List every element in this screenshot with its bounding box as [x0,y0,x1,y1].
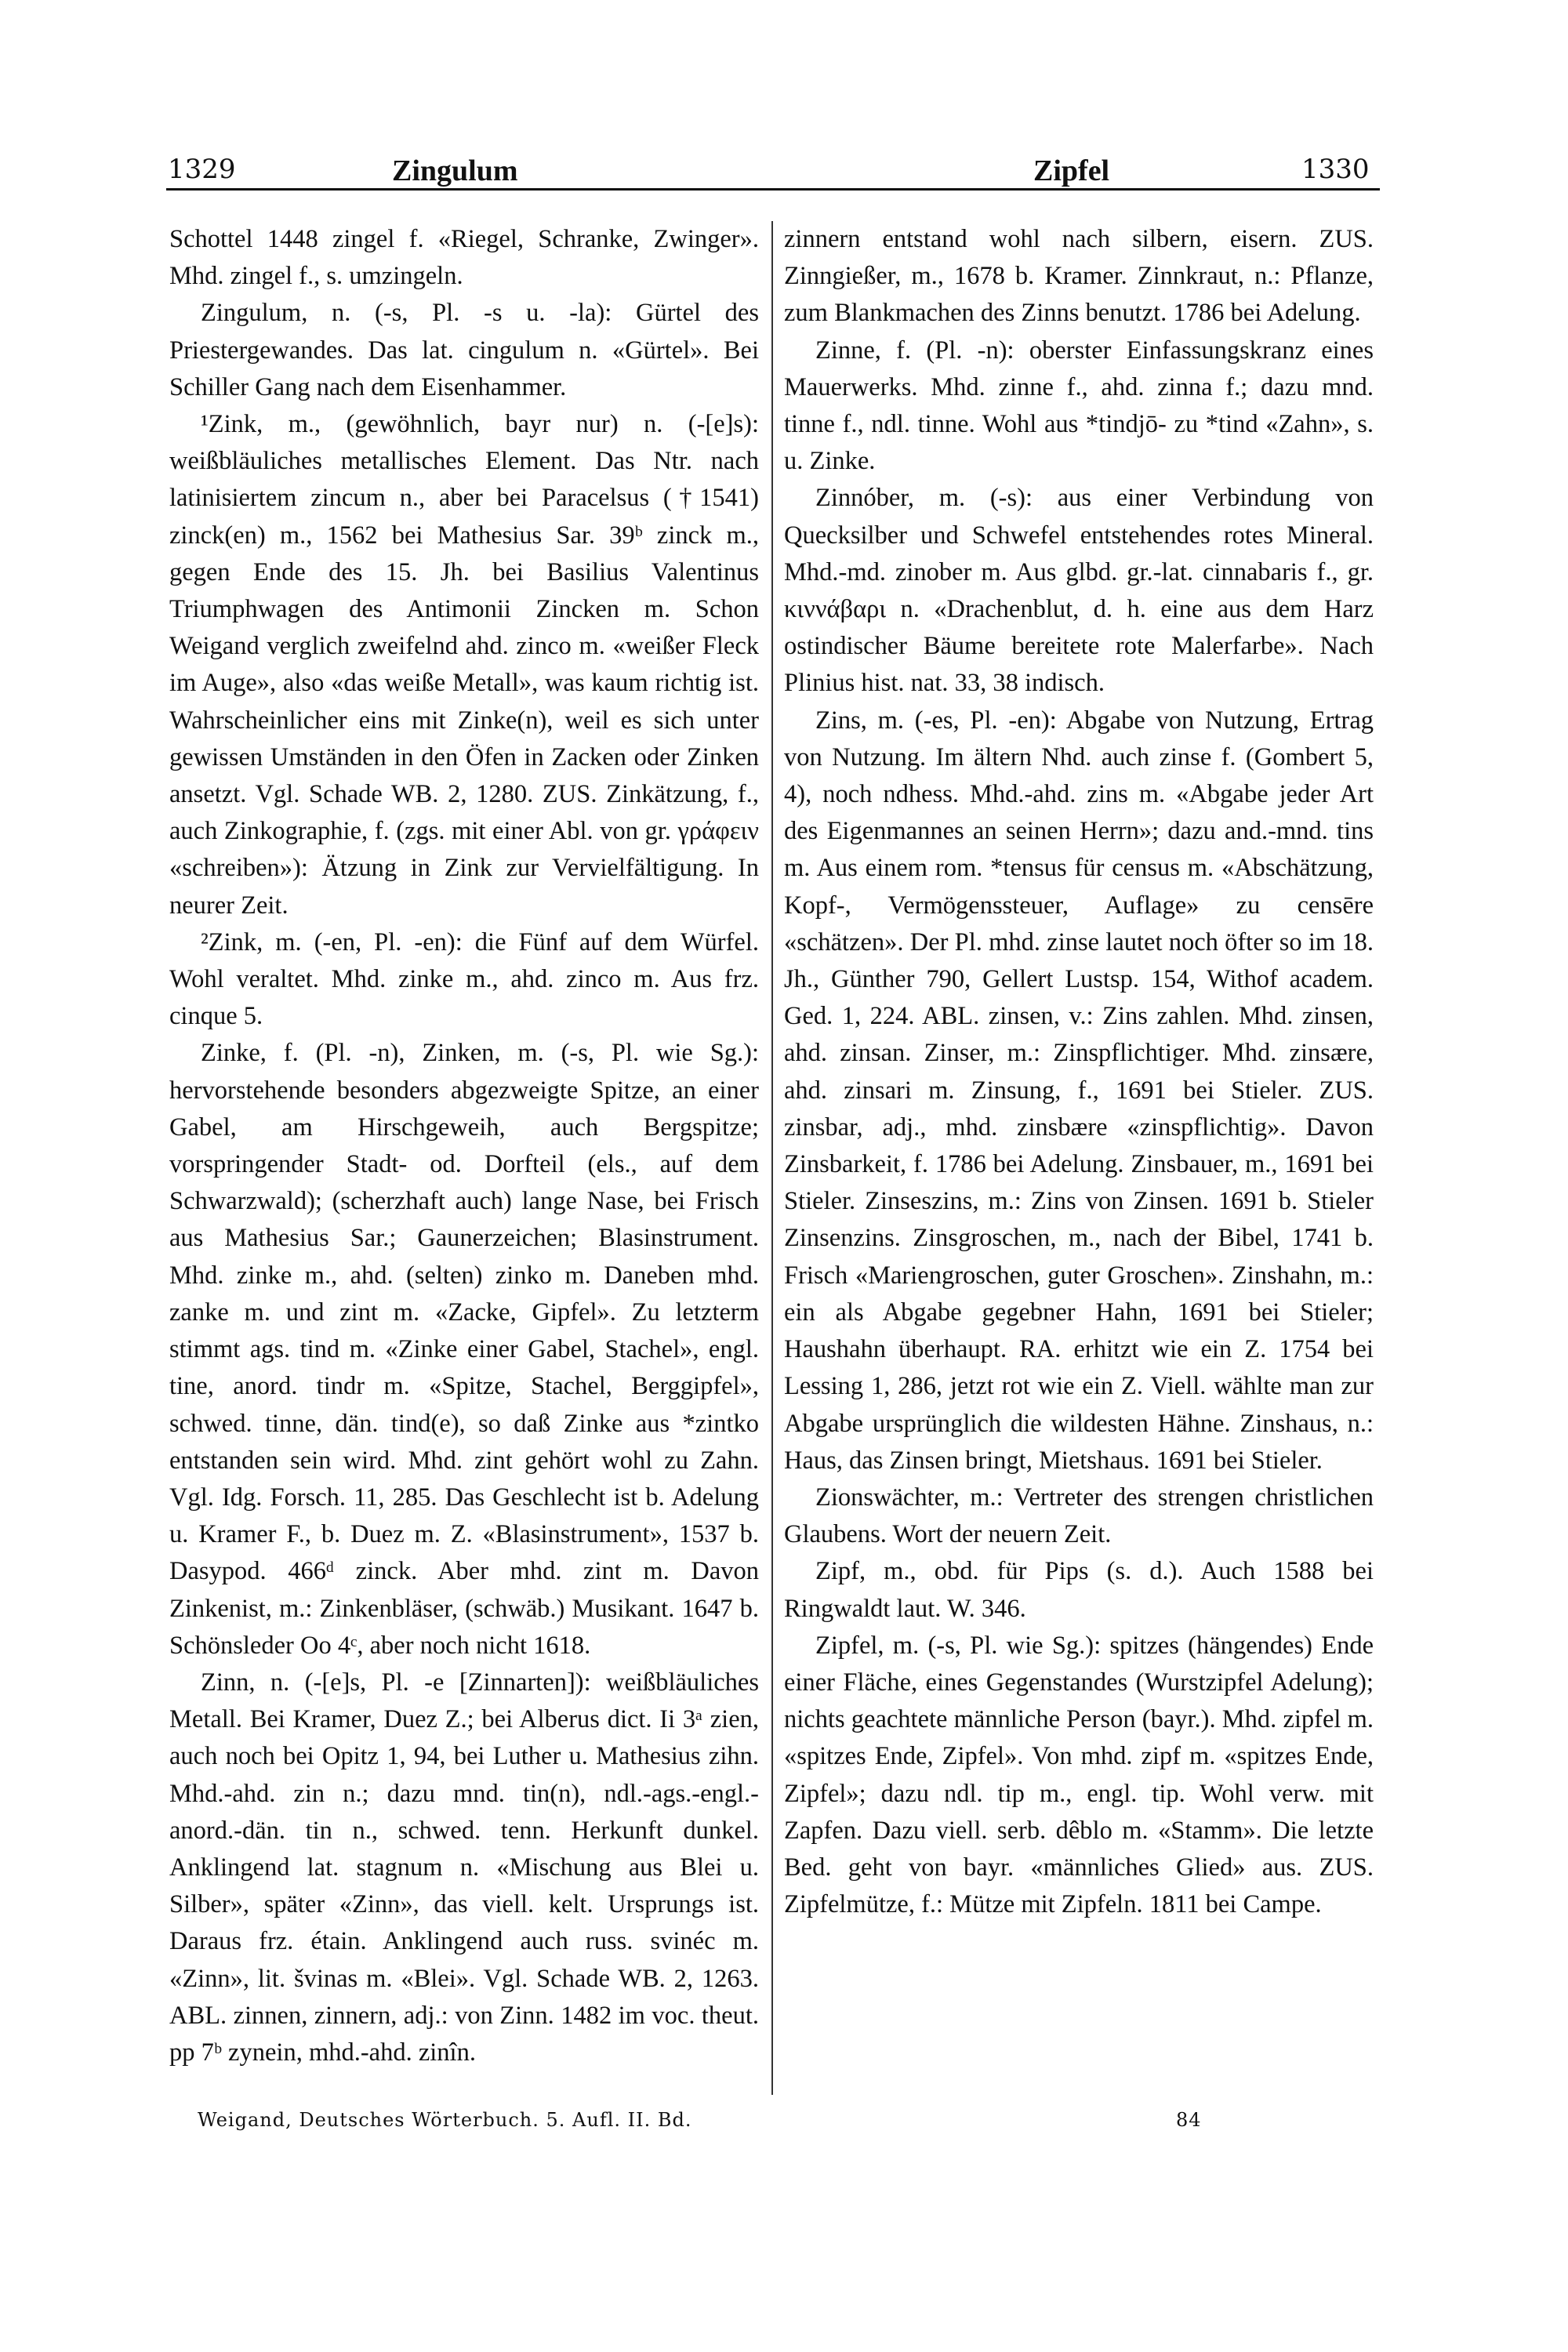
running-head-right: Zipfel [1033,154,1110,187]
page-number-right: 1330 [1301,154,1370,185]
entry-paragraph: Zinke, f. (Pl. -n), Zinken, m. (-s, Pl. wie Sg.): hervorstehende besonders abgezweigte Spitze, an einer Gabel, am Hirschgeweih, auch Bergspitze; vorspringender Stadt- od. Dorfteil (els., auf dem Schwarzwald); (scherzhaft auch) lange Nase, bei Frisch aus Mathesius Sar.; Gaunerzeichen; Blasinstrument. Mhd. zinke m., ahd. (selten) zinko m. Daneben mhd. zanke m. und zint m. «Zacke, Gipfel». Zu letzterm stimmt ags. tind m. «Zinke einer Gabel, Stachel», engl. tine, anord. tindr m. «Spitze, Stachel, Berggipfel», schwed. tinne, dän. tind(e), so daß Zinke aus *zintko entstanden sein wird. Mhd. zint gehört wohl zu Zahn. Vgl. Idg. Forsch. 11, 285. Das Geschlecht ist b. Adelung u. Kramer F., b. Duez m. Z. «Blasinstrument», 1537 b. Dasypod. 466ᵈ zinck. Aber mhd. zint m. Davon Zinkenist, m.: Zinkenbläser, (schwäb.) Musikant. 1647 b. Schönsleder Oo 4ᶜ, aber noch nicht 1618. [169,1039,759,1660]
entry-paragraph: ¹Zink, m., (gewöhnlich, bayr nur) n. (-[e]s): weißbläuliches metallisches Element. Das Ntr. nach latinisiertem zincum n., aber bei Paracelsus (†1541) zinck(en) m., 1562 bei Mathesius Sar. 39ᵇ zinck m., gegen Ende des 15. Jh. bei Basilius Valentinus Triumphwagen des Antimonii Zincken m. Schon Weigand verglich zweifelnd ahd. zinco m. «weißer Fleck im Auge», also «das weiße Metall», was kaum richtig ist. Wahrscheinlicher eins mit Zinke(n), weil es sich unter gewissen Umständen in den Öfen in Zacken oder Zinken ansetzt. Vgl. Schade WB. 2, 1280. ZUS. Zinkätzung, f., auch Zinkographie, f. (zgs. mit einer Abl. von gr. γράφειν «schreiben»): Ätzung in Zink zur Vervielfältigung. In neurer Zeit. [169,410,759,920]
footer-signature: 84 [1176,2109,1202,2131]
left-column [169,221,759,2071]
entry-paragraph: Schottel 1448 zingel f. «Riegel, Schranke, Zwinger». Mhd. zingel f., s. umzingeln. [169,225,759,291]
right-column [784,221,1374,1923]
entry-paragraph: Zipfel, m. (-s, Pl. wie Sg.): spitzes (hängendes) Ende einer Fläche, eines Gegenstandes (Wurstzipfel Adelung); nichts geachtete männliche Person (bayr.). Mhd. zipfel m. «spitzes Ende, Zipfel». Von mhd. zipf m. «spitzes Ende, Zipfel»; dazu ndl. tip m., engl. tip. Wohl verw. mit Zapfen. Dazu viell. serb. dêblo m. «Stamm». Die letzte Bed. geht von bayr. «männliches Glied» aus. ZUS. Zipfelmütze, f.: Mütze mit Zipfeln. 1811 bei Campe. [784,1631,1374,1919]
entry-paragraph: Zipf, m., obd. für Pips (s. d.). Auch 1588 bei Ringwaldt laut. W. 346. [784,1557,1374,1623]
entry-paragraph: Zins, m. (-es, Pl. -en): Abgabe von Nutzung, Ertrag von Nutzung. Im ältern Nhd. auch zinse f. (Gombert 5, 4), noch ndhess. Mhd.-ahd. zins m. «Abgabe jeder Art des Eigenmannes an seinen Herrn»; dazu and.-mnd. tins m. Aus einem rom. *tensus für census m. «Abschätzung, Kopf-, Vermögenssteuer, Auflage» zu censēre «schätzen». Der Pl. mhd. zinse lautet noch öfter so im 18. Jh., Günther 790, Gellert Lustsp. 154, Withof academ. Ged. 1, 224. ABL. zinsen, v.: Zins zahlen. Mhd. zinsen, ahd. zinsan. Zinser, m.: Zinspflichtiger. Mhd. zinsære, ahd. zinsari m. Zinsung, f., 1691 bei Stieler. ZUS. zinsbar, adj., mhd. zinsbære «zinspflichtig». Davon Zinsbarkeit, f. 1786 bei Adelung. Zinsbauer, m., 1691 bei Stieler. Zinseszins, m.: Zins von Zinsen. 1691 b. Stieler Zinsenzins. Zinsgroschen, m., nach der Bibel, 1741 b. Frisch «Mariengroschen, guter Groschen». Zinshahn, m.: ein als Abgabe gegebner Hahn, 1691 bei Stieler; Haushahn überhaupt. RA. erhitzt wie ein Z. 1754 bei Lessing 1, 286, jetzt rot wie ein Z. Viell. wählte man zur Abgabe ursprünglich die wildesten Hähne. Zinshaus, n.: Haus, das Zinsen bringt, Mietshaus. 1691 bei Stieler. [784,706,1374,1475]
running-head-left: Zingulum [392,154,518,187]
entry-paragraph: Zingulum, n. (-s, Pl. -s u. -la): Gürtel des Priestergewandes. Das lat. cingulum n. «Gürtel». Bei Schiller Gang nach dem Eisenhammer. [169,299,759,401]
footer-publisher: Weigand, Deutsches Wörterbuch. 5. Aufl. II. Bd. [198,2109,692,2131]
entry-paragraph: zinnern entstand wohl nach silbern, eisern. ZUS. Zinngießer, m., 1678 b. Kramer. Zinnkraut, n.: Pflanze, zum Blankmachen des Zinns benutzt. 1786 bei Adelung. [784,225,1374,328]
entry-paragraph: Zionswächter, m.: Vertreter des strengen christlichen Glaubens. Wort der neuern Zeit. [784,1483,1374,1549]
entry-paragraph: Zinn, n. (-[e]s, Pl. -e [Zinnarten]): weißbläuliches Metall. Bei Kramer, Duez Z.; bei Alberus dict. Ii 3ᵃ zien, auch noch bei Opitz 1, 94, bei Luther u. Mathesius zihn. Mhd.-ahd. zin n.; dazu mnd. tin(n), ndl.-ags.-engl.-anord.-dän. tin n., schwed. tenn. Herkunft dunkel. Anklingend lat. stagnum n. «Mischung aus Blei u. Silber», später «Zinn», das viell. kelt. Ursprungs ist. Daraus frz. étain. Anklingend auch russ. svinéc m. «Zinn», lit. švinas m. «Blei». Vgl. Schade WB. 2, 1263. ABL. zinnen, zinnern, adj.: von Zinn. 1482 im voc. theut. pp 7ᵇ zynein, mhd.-ahd. zinîn. [169,1668,759,2067]
entry-paragraph: Zinne, f. (Pl. -n): oberster Einfassungskranz eines Mauerwerks. Mhd. zinne f., ahd. zinna f.; dazu mnd. tinne f., ndl. tinne. Wohl aus *tindjō- zu *tind «Zahn», s. u. Zinke. [784,336,1374,476]
entry-paragraph: Zinnóber, m. (-s): aus einer Verbindung von Quecksilber und Schwefel entstehendes rotes Mineral. Mhd.-md. zinober m. Aus glbd. gr.-lat. cinnabaris f., gr. κιννάβαρι n. «Drachenblut, d. h. eine aus dem Harz ostindischer Bäume bereitete rote Malerfarbe». Nach Plinius hist. nat. 33, 38 indisch. [784,484,1374,698]
column-divider [771,221,773,2095]
page-number-left: 1329 [168,154,236,185]
header-rule [166,188,1380,191]
entry-paragraph: ²Zink, m. (-en, Pl. -en): die Fünf auf dem Würfel. Wohl veraltet. Mhd. zinke m., ahd. zinco m. Aus frz. cinque 5. [169,927,759,1031]
